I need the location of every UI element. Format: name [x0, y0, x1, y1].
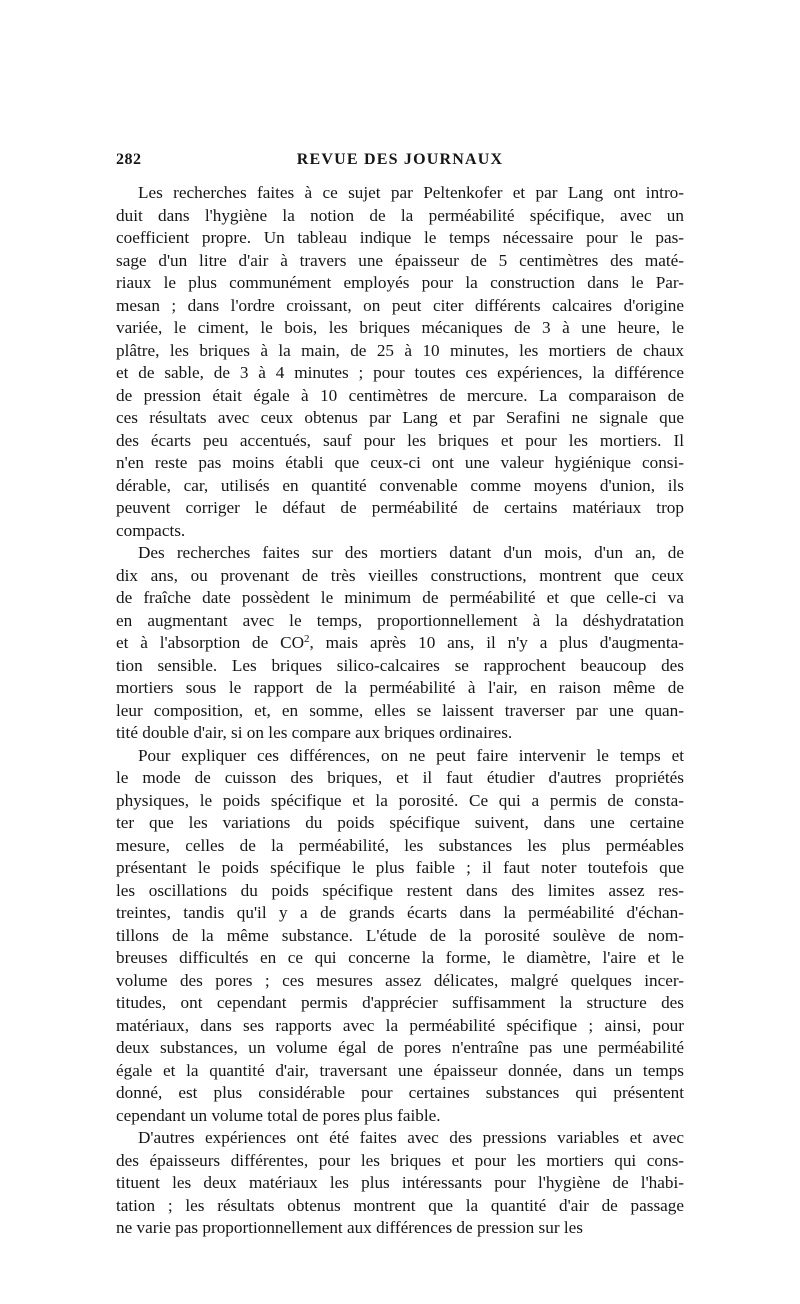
text-line: Des recherches faites sur des mortiers datant d'un mois, d'un an, de [138, 543, 684, 562]
text-line: sage d'un litre d'air à travers une épaisseur de 5 centimètres des maté- [116, 250, 684, 270]
text-line: donné, est plus considérable pour certaines substances qui présentent [116, 1083, 684, 1102]
text-line: ces résultats avec ceux obtenus par Lang et par Serafini ne signale que [116, 408, 684, 427]
text-line: dérable, car, utilisés en quantité convenable comme moyens d'union, ils [116, 475, 684, 495]
text-line: compacts. [116, 520, 186, 540]
text-line: tation ; les résultats obtenus montrent que la quantité d'air de passage [116, 1195, 684, 1215]
text-line: plâtre, les briques à la main, de 25 à 10 minutes, les mortiers de chaux [116, 340, 684, 360]
paragraph [116, 1127, 684, 1240]
text-line: en augmentant avec le temps, proportionnellement à la déshydratation [116, 610, 684, 630]
text-line: variée, le ciment, le bois, les briques mécaniques de 3 à une heure, le [116, 318, 684, 337]
text-line: et à l'absorption de $CO^2$, mais après 10 ans, il n'y a plus d'augmenta- [116, 633, 684, 652]
text-line: breuses difficultés en ce qui concerne la forme, le diamètre, l'aire et le [116, 948, 684, 967]
text-line: présentant le poids spécifique le plus faible ; il faut noter toutefois que [116, 858, 684, 877]
text-line: tillons de la même substance. L'étude de la porosité soulève de nom- [116, 925, 684, 945]
running-head [116, 151, 684, 175]
superscript: 2 [304, 633, 310, 645]
text-line: ne varie pas proportionnellement aux différences de pression sur les [116, 1218, 583, 1237]
text-line: et de sable, de 3 à 4 minutes ; pour toutes ces expériences, la différence [116, 363, 684, 382]
text-line: Pour expliquer ces différences, on ne peut faire intervenir le temps et [138, 745, 684, 765]
text-line: D'autres expériences ont été faites avec des pressions variables et avec [138, 1128, 684, 1147]
text-line: treintes, tandis qu'il y a de grands écarts dans la perméabilité d'échan- [116, 903, 684, 922]
text-line: le mode de cuisson des briques, et il faut étudier d'autres propriétés [116, 768, 684, 787]
text-line: de fraîche date possèdent le minimum de perméabilité et que celle-ci va [116, 588, 684, 607]
text-line: physiques, le poids spécifique et la porosité. Ce qui a permis de consta- [116, 790, 684, 810]
text-line: Les recherches faites à ce sujet par Peltenkofer et par Lang ont intro- [138, 183, 684, 202]
body-text [116, 182, 684, 1240]
text-line: titudes, ont cependant permis d'apprécier suffisamment la structure des [116, 993, 684, 1012]
text-line: mesan ; dans l'ordre croissant, on peut citer différents calcaires d'origine [116, 295, 684, 315]
text-line: mesure, celles de la perméabilité, les substances les plus perméables [116, 835, 684, 855]
text-line: duit dans l'hygiène la notion de la perméabilité spécifique, avec un [116, 205, 684, 225]
text-line: des écarts peu accentués, sauf pour les briques et pour les mortiers. Il [116, 430, 684, 450]
page-number: 282 [116, 151, 142, 168]
text-line: tituent les deux matériaux les plus intéressants pour l'hygiène de l'habi- [116, 1173, 684, 1192]
text-line: tité double d'air, si on les compare aux briques ordinaires. [116, 723, 513, 742]
text-line: volume des pores ; ces mesures assez délicates, malgré quelques incer- [116, 970, 684, 990]
text-line: tion sensible. Les briques silico-calcaires se rapprochent beaucoup des [116, 655, 684, 675]
text-line: les oscillations du poids spécifique restent dans des limites assez res- [116, 880, 684, 900]
paragraph [116, 542, 684, 745]
journal-title: REVUE DES JOURNAUX [296, 151, 504, 168]
text-line: peuvent corriger le défaut de perméabilité de certains matériaux trop [116, 498, 684, 517]
text-line: cependant un volume total de pores plus faible. [116, 1105, 441, 1125]
text-line: n'en reste pas moins établi que ceux-ci ont une valeur hygiénique consi- [116, 453, 684, 472]
text-line: de pression était égale à 10 centimètres de mercure. La comparaison de [116, 385, 684, 405]
text-line: des épaisseurs différentes, pour les briques et pour les mortiers qui cons- [116, 1150, 684, 1170]
text-line: égale et la quantité d'air, traversant une épaisseur donnée, dans un temps [116, 1060, 684, 1080]
text-line: mortiers sous le rapport de la perméabilité à l'air, en raison même de [116, 678, 684, 697]
paragraph [116, 745, 684, 1128]
text-line: matériaux, dans ses rapports avec la perméabilité spécifique ; ainsi, pour [116, 1015, 684, 1035]
text-line: riaux le plus communément employés pour la construction dans le Par- [116, 273, 684, 292]
text-line: ter que les variations du poids spécifique suivent, dans une certaine [116, 813, 684, 832]
paragraph [116, 182, 684, 542]
text-line: coefficient propre. Un tableau indique le temps nécessaire pour le pas- [116, 228, 684, 247]
text-line: dix ans, ou provenant de très vieilles constructions, montrent que ceux [116, 565, 684, 585]
text-line: leur composition, et, en somme, elles se laissent traverser par une quan- [116, 700, 684, 720]
text-line: deux substances, un volume égal de pores n'entraîne pas une perméabilité [116, 1038, 684, 1057]
